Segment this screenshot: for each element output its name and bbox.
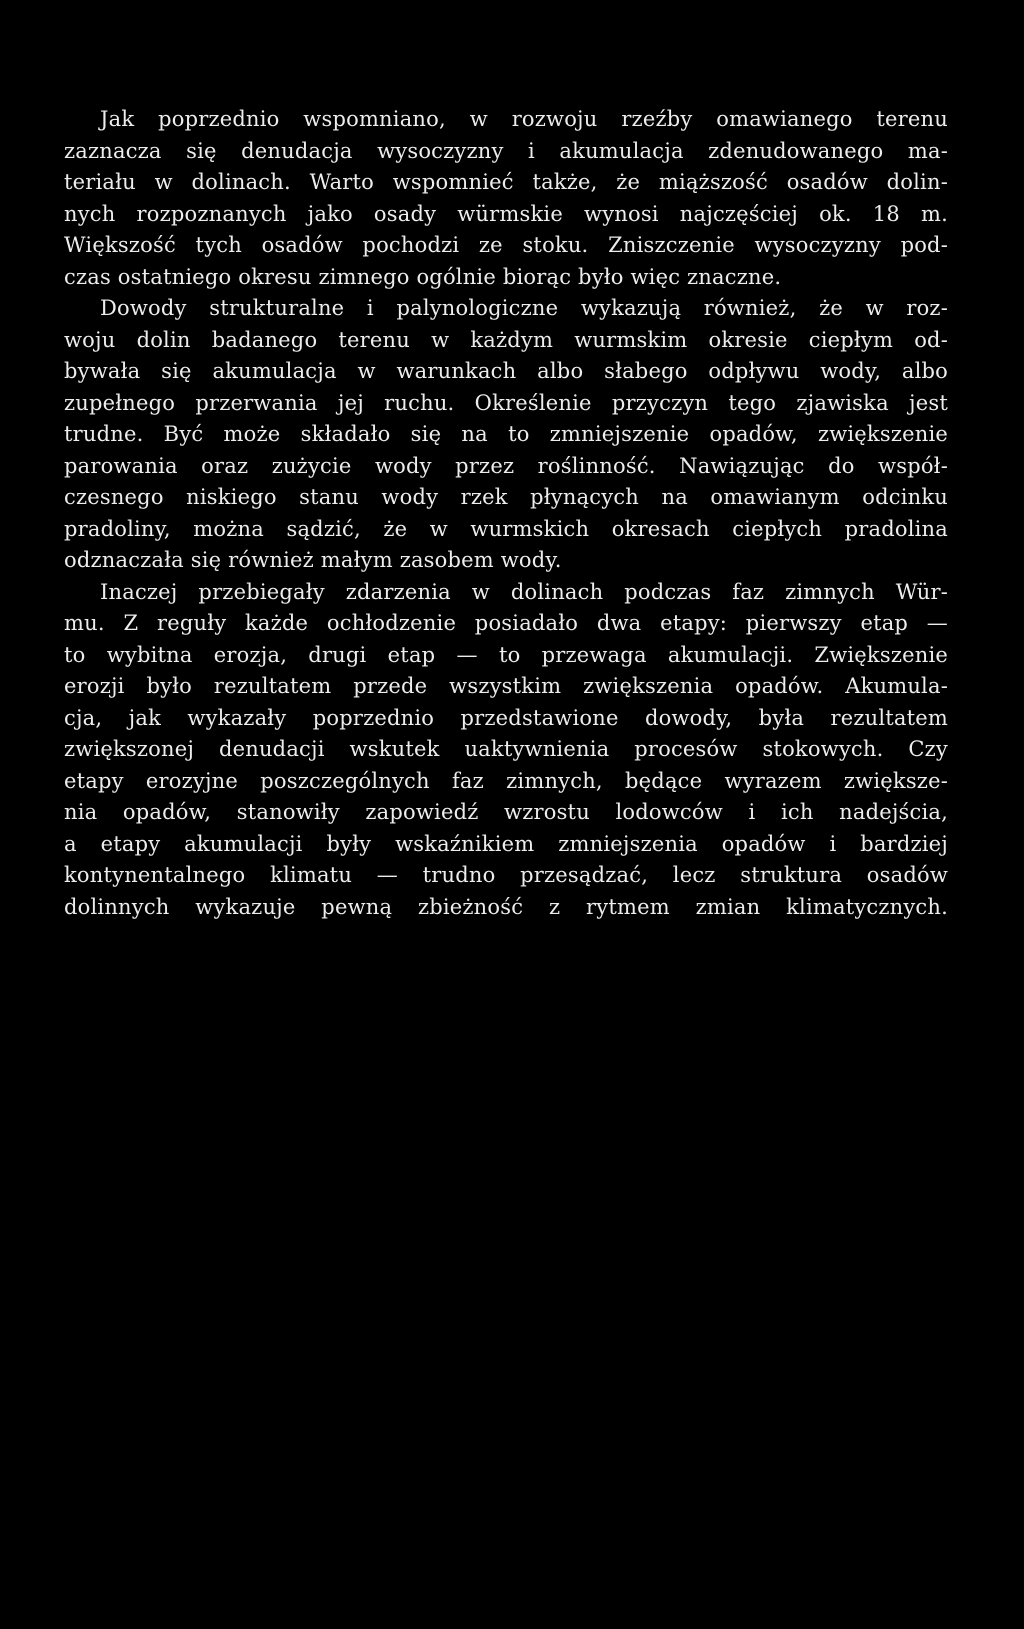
text-line: Dowody strukturalne i palynologiczne wykazują również, że w roz-	[100, 296, 948, 320]
text-line: etapy erozyjne poszczególnych faz zimnych, będące wyrazem zwiększe-	[64, 768, 948, 793]
text-line: bywała się akumulacja w warunkach albo słabego odpływu wody, albo	[64, 359, 948, 383]
text-line: parowania oraz zużycie wody przez roślinność. Nawiązując do współ-	[64, 453, 948, 478]
text-line: Większość tych osadów pochodzi ze stoku. Zniszczenie wysoczyzny pod-	[64, 233, 948, 257]
text-line: nych rozpoznanych jako osady würmskie wynosi najczęściej ok. 18 m.	[64, 201, 948, 226]
text-line: teriału w dolinach. Warto wspomnieć także, że miąższość osadów dolin-	[64, 170, 948, 194]
text-line: woju dolin badanego terenu w każdym wurmskim okresie ciepłym od-	[64, 327, 948, 352]
text-line: Jak poprzednio wspomniano, w rozwoju rzeźby omawianego terenu	[100, 107, 948, 131]
text-line: zwiększonej denudacji wskutek uaktywnienia procesów stokowych. Czy	[64, 737, 948, 761]
text-line: czesnego niskiego stanu wody rzek płynących na omawianym odcinku	[64, 485, 948, 509]
text-line: odznaczała się również małym zasobem wody.	[64, 548, 562, 572]
text-line: dolinnych wykazuje pewną zbieżność z rytmem zmian klimatycznych.	[64, 894, 948, 919]
text-line: a etapy akumulacji były wskaźnikiem zmniejszenia opadów i bardziej	[64, 831, 948, 856]
text-line: kontynentalnego klimatu — trudno przesądzać, lecz struktura osadów	[64, 863, 948, 887]
text-line: zaznacza się denudacja wysoczyzny i akumulacja zdenudowanego ma-	[64, 138, 948, 163]
text-line: to wybitna erozja, drugi etap — to przewaga akumulacji. Zwiększenie	[64, 642, 948, 667]
body-text	[64, 104, 948, 923]
text-line: pradoliny, można sądzić, że w wurmskich okresach ciepłych pradolina	[64, 516, 948, 541]
text-line: cja, jak wykazały poprzednio przedstawione dowody, była rezultatem	[64, 705, 948, 730]
text-line: zupełnego przerwania jej ruchu. Określenie przyczyn tego zjawiska jest	[64, 390, 948, 415]
text-line: Inaczej przebiegały zdarzenia w dolinach podczas faz zimnych Wür-	[100, 579, 948, 604]
text-line: mu. Z reguły każde ochłodzenie posiadało dwa etapy: pierwszy etap —	[64, 611, 948, 635]
text-line: czas ostatniego okresu zimnego ogólnie biorąc było więc znaczne.	[64, 264, 782, 289]
text-line: trudne. Być może składało się na to zmniejszenie opadów, zwiększenie	[64, 422, 948, 446]
text-line: nia opadów, stanowiły zapowiedź wzrostu lodowców i ich nadejścia,	[64, 800, 948, 824]
text-line: erozji było rezultatem przede wszystkim zwiększenia opadów. Akumula-	[64, 674, 948, 698]
